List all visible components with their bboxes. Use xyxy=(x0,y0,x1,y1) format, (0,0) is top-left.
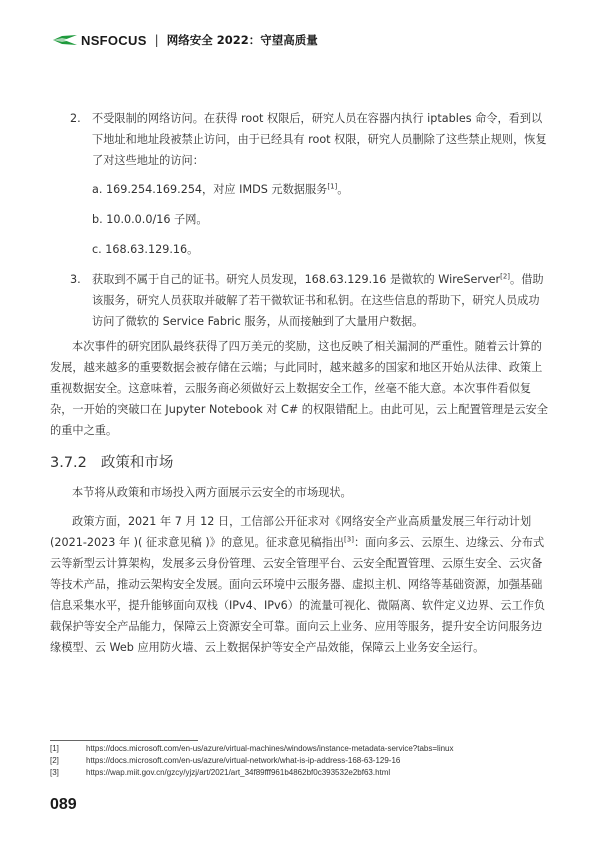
footnotes xyxy=(50,743,454,779)
sub-item-b: b. 10.0.0.0/16 子网。 xyxy=(92,213,208,226)
list-number: 3. xyxy=(70,273,81,286)
footnote: [3] https://wap.miit.gov.cn/gzcy/yjzj/art/2021/art_34f89fff961b4862bf0c393532e2bf63.html xyxy=(50,768,391,777)
sub-item-c: c. 168.63.129.16。 xyxy=(92,243,199,256)
footnote-ref: [2] xyxy=(500,272,511,281)
nsfocus-logo xyxy=(52,33,147,48)
paragraph: 政策方面，2021 年 7 月 12 日，工信部公开征求对《网络安全产业高质量发展三年行动计划 (2021-2023 年 )( 征求意见稿 )》的意见。征求意见稿指出[3]：面向多云、云原生、边缘云、分布式云等新型云计算架构，发展多云身份管理、云安全管理平台、云安全配置管理、云原生安全、云灾备等技术产品，推动云架构安全发展。面向云环境中云服务器、虚拟主机、网络等基础资源，加强基础信息采集水平，提升能够面向双栈（IPv4、IPv6）的流量可视化、微隔离、软件定义边界、云工作负载保护等安全产品能力，保障云上资源安全可靠。面向云上业务、应用等服务，提升安全访问服务边缘模型、云 Web 应用防火墙、云上数据保护等安全产品效能，保障云上业务安全运行。 xyxy=(50,515,546,654)
footnote: [1] https://docs.microsoft.com/en-us/azure/virtual-machines/windows/instance-metadata-service?tabs=linux xyxy=(50,744,454,753)
sub-list xyxy=(50,179,548,260)
footnote-link[interactable]: https://docs.microsoft.com/en-us/azure/virtual-machines/windows/instance-metadata-service?tabs=linux xyxy=(86,744,454,753)
page-number: 089 xyxy=(50,796,77,813)
header-separator: | xyxy=(154,33,159,47)
section-heading xyxy=(50,453,548,474)
list-text: 获取到不属于自己的证书。研究人员发现，168.63.129.16 是微软的 WireServer[2]。借助该服务，研究人员获取并破解了若干微软证书和私钥。在这些信息的帮助下，研究人员成功访问了微软的 Service Fabric 服务，从而接触到了大量用户数据。 xyxy=(92,272,544,328)
footnote-ref: [1] xyxy=(327,182,338,191)
list-item-2 xyxy=(50,108,548,171)
list-text: 不受限制的网络访问。在获得 root 权限后，研究人员在容器内执行 iptables 命令，看到以下地址和地址段被禁止访问，由于已经具有 root 权限，研究人员删除了这些禁止规则，恢复了对这些地址的访问： xyxy=(92,112,547,167)
footnote-ref: [3] xyxy=(344,535,354,544)
footnote-divider xyxy=(50,740,198,741)
main-content xyxy=(50,108,548,658)
paragraph: 本节将从政策和市场投入两方面展示云安全的市场现状。 xyxy=(72,486,352,499)
paragraph: 本次事件的研究团队最终获得了四万美元的奖励，这也反映了相关漏洞的严重性。随着云计算的发展，越来越多的重要数据会被存储在云端；与此同时，越来越多的国家和地区开始从法律、政策上重视数据安全。这意味着，云服务商必须做好云上数据安全工作，丝毫不能大意。本次事件看似复杂，一开始的突破口在 Jupyter Notebook 对 C# 的权限错配上。由此可见，云上配置管理是云安全的重中之重。 xyxy=(50,340,548,437)
footnote-link[interactable]: https://wap.miit.gov.cn/gzcy/yjzj/art/2021/art_34f89fff961b4862bf0c393532e2bf63.html xyxy=(86,768,391,777)
section-title: 政策和市场 xyxy=(100,455,174,471)
logo-mark-icon xyxy=(52,33,78,47)
list-item-3 xyxy=(50,269,548,332)
page-header xyxy=(52,30,318,50)
footnote-link[interactable]: https://docs.microsoft.com/en-us/azure/virtual-network/what-is-ip-address-168-63-129-16 xyxy=(86,756,401,765)
footnote: [2] https://docs.microsoft.com/en-us/azure/virtual-network/what-is-ip-address-168-63-129-16 xyxy=(50,756,401,765)
section-number: 3.7.2 xyxy=(50,455,87,471)
sub-item-a: a. 169.254.169.254，对应 IMDS 元数据服务[1]。 xyxy=(92,182,349,196)
header-title: 网络安全 2022：守望高质量 xyxy=(166,33,318,47)
logo-text: NSFOCUS xyxy=(81,32,147,48)
list-number: 2. xyxy=(70,112,81,125)
